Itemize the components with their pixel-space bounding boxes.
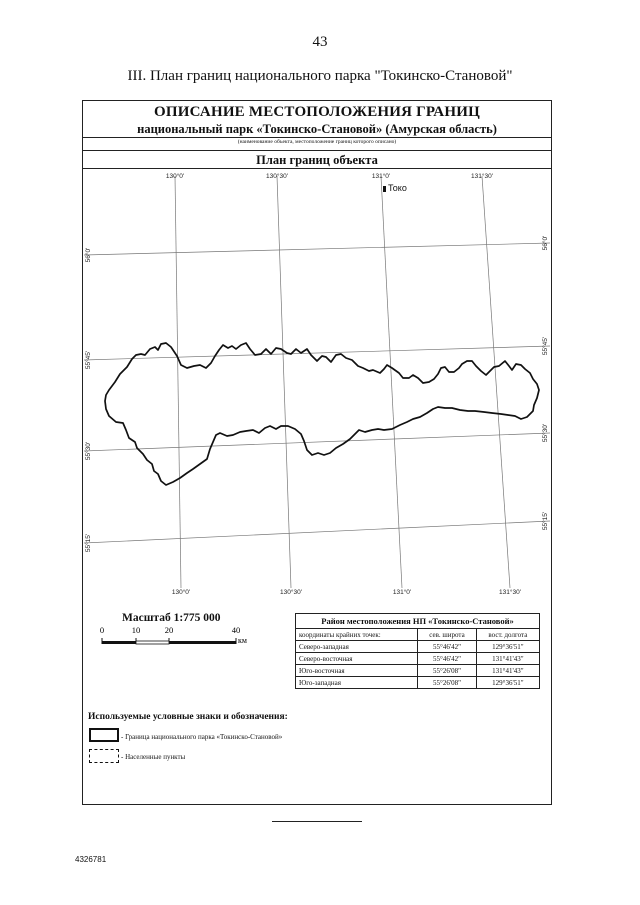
plan-title: План границ объекта bbox=[256, 153, 378, 167]
lat-label: 55°45' bbox=[542, 336, 549, 356]
meridian-line bbox=[175, 176, 181, 588]
table-row bbox=[296, 641, 540, 653]
point-name: Северо-восточная bbox=[296, 653, 418, 665]
table-row bbox=[296, 653, 540, 665]
point-name: Северо-западная bbox=[296, 641, 418, 653]
lon-label: 130°30' bbox=[280, 589, 302, 596]
graticule-lines bbox=[84, 176, 550, 588]
settlement-marker-icon bbox=[383, 186, 386, 192]
point-latitude: 55°46'42" bbox=[418, 641, 476, 653]
description-title: ОПИСАНИЕ МЕСТОПОЛОЖЕНИЯ ГРАНИЦ bbox=[154, 104, 480, 120]
scale-unit: км bbox=[238, 636, 247, 645]
scale-bar bbox=[96, 624, 266, 654]
settlement-label: Токо bbox=[388, 183, 407, 193]
table-row bbox=[296, 665, 540, 677]
settlement-toko bbox=[383, 183, 407, 193]
header-divider bbox=[82, 137, 552, 138]
footer-divider bbox=[272, 821, 362, 822]
latitude-labels-right bbox=[541, 236, 549, 531]
latitude-labels-left bbox=[84, 248, 92, 553]
meridian-line bbox=[381, 176, 402, 588]
parallel-line bbox=[84, 433, 550, 451]
page-number: 43 bbox=[312, 34, 328, 50]
lat-label: 55°15' bbox=[542, 511, 549, 531]
lat-label: 55°45' bbox=[85, 350, 92, 370]
table-header-cell: вост. долгота bbox=[476, 629, 539, 641]
scale-segment bbox=[169, 641, 236, 644]
parallel-line bbox=[84, 521, 550, 543]
point-longitude: 131°41'43" bbox=[476, 665, 539, 677]
scale-tick-label: 40 bbox=[231, 625, 241, 635]
scale-segment bbox=[102, 641, 136, 644]
coordinates-table bbox=[295, 613, 540, 689]
point-longitude: 129°36'51" bbox=[476, 677, 539, 689]
section-title: III. План границ национального парка "Токинско-Становой" bbox=[127, 68, 513, 84]
meridian-line bbox=[277, 176, 291, 588]
scale-tick-label: 0 bbox=[99, 625, 105, 635]
scale-segment bbox=[136, 641, 169, 644]
lat-label: 55°15' bbox=[85, 533, 92, 553]
lat-label: 55°30' bbox=[542, 423, 549, 443]
lat-label: 55°30' bbox=[85, 441, 92, 461]
lon-label: 131°0' bbox=[371, 173, 391, 180]
scale-tick-label: 10 bbox=[131, 625, 141, 635]
lat-label: 56°0' bbox=[85, 247, 92, 263]
document-number: 4326781 bbox=[75, 855, 107, 864]
meridian-line bbox=[482, 176, 510, 588]
lon-label: 131°0' bbox=[392, 589, 412, 596]
object-name-note: (наименование объекта, местоположение границ которого описано) bbox=[237, 139, 397, 145]
parallel-line bbox=[84, 243, 550, 255]
plan-divider bbox=[82, 150, 552, 151]
settlement-legend-icon bbox=[89, 749, 119, 763]
point-latitude: 55°46'42" bbox=[418, 653, 476, 665]
table-header-row bbox=[296, 629, 540, 641]
point-name: Юго-восточная bbox=[296, 665, 418, 677]
longitude-labels-top bbox=[166, 172, 493, 180]
lon-label: 131°30' bbox=[471, 173, 493, 180]
table-header-cell: сев. широта bbox=[418, 629, 476, 641]
table-title: Район местоположения НП «Токинско-Становой» bbox=[296, 614, 540, 629]
lon-label: 131°30' bbox=[499, 589, 521, 596]
scale-tick-label: 20 bbox=[164, 625, 174, 635]
table-title-row bbox=[296, 614, 540, 629]
point-latitude: 55°26'08" bbox=[418, 665, 476, 677]
lon-label: 130°0' bbox=[171, 589, 191, 596]
legend-title: Используемые условные знаки и обозначения: bbox=[88, 712, 288, 722]
boundary-legend-icon bbox=[89, 728, 119, 742]
boundary-map bbox=[82, 168, 552, 598]
point-latitude: 55°26'08" bbox=[418, 677, 476, 689]
table-row bbox=[296, 677, 540, 689]
lat-label: 56°0' bbox=[542, 235, 549, 251]
park-boundary bbox=[105, 343, 539, 485]
object-name: национальный парк «Токинско-Становой» (Амурская область) bbox=[137, 122, 497, 136]
point-longitude: 129°36'51" bbox=[476, 641, 539, 653]
scale-title: Масштаб 1:775 000 bbox=[122, 612, 221, 624]
point-name: Юго-западная bbox=[296, 677, 418, 689]
point-longitude: 131°41'43" bbox=[476, 653, 539, 665]
lon-label: 130°30' bbox=[266, 173, 288, 180]
legend-item-settlement: - Населенные пункты bbox=[121, 753, 186, 761]
longitude-labels-bottom bbox=[172, 588, 521, 596]
table-header-cell: координаты крайних точек: bbox=[296, 629, 418, 641]
lon-label: 130°0' bbox=[165, 173, 185, 180]
legend-item-boundary: - Граница национального парка «Токинско-Становой» bbox=[121, 733, 283, 741]
